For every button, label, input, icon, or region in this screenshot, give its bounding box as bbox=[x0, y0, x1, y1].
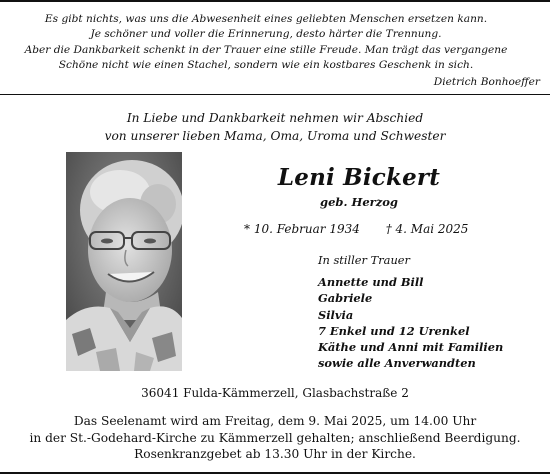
mourner-name: Annette und Bill bbox=[318, 275, 424, 289]
mourners-list bbox=[318, 274, 503, 372]
birth-date: * 10. Februar 1934 bbox=[244, 222, 360, 236]
life-dates bbox=[244, 222, 468, 236]
intro-line-2: von unserer lieben Mama, Oma, Uroma und Schwester bbox=[104, 128, 446, 143]
service-line-1: Das Seelenamt wird am Freitag, dem 9. Mai 2025, um 14.00 Uhr bbox=[73, 414, 477, 428]
memorial-quote bbox=[6, 12, 526, 74]
funeral-service-info bbox=[0, 413, 550, 463]
quote-line: Je schöner und voller die Erinnerung, desto härter die Trennung. bbox=[90, 28, 442, 41]
mourner-name: Silvia bbox=[318, 307, 354, 322]
deceased-name: Leni Bickert bbox=[277, 164, 441, 191]
mourner-name: sowie alle Anverwandten bbox=[318, 356, 476, 371]
mourner-name: Käthe und Anni mit Familien bbox=[318, 340, 504, 355]
mourner-name: Gabriele bbox=[318, 291, 373, 306]
top-border bbox=[0, 0, 550, 2]
mourner-name: 7 Enkel und 12 Urenkel bbox=[318, 323, 470, 338]
quote-line: Schöne nicht wie einen Stachel, sondern wie ein kostbares Geschenk in sich. bbox=[58, 59, 474, 72]
intro-line-1: In Liebe und Dankbarkeit nehmen wir Abschied bbox=[126, 111, 424, 125]
service-line-2: in der St.-Godehard-Kirche zu Kämmerzell gehalten; anschließend Beerdigung. bbox=[29, 430, 521, 445]
mourners-heading: In stiller Trauer bbox=[318, 253, 410, 267]
portrait-photo bbox=[66, 152, 182, 371]
family-address: 36041 Fulda-Kämmerzell, Glasbachstraße 2 bbox=[141, 386, 409, 400]
service-line-3: Rosenkranzgebet ab 13.30 Uhr in der Kirche. bbox=[134, 447, 416, 461]
section-divider bbox=[0, 94, 550, 95]
quote-author: Dietrich Bonhoeffer bbox=[433, 76, 540, 88]
quote-line: Aber die Dankbarkeit schenkt in der Trauer eine stille Freude. Man trägt das vergangene bbox=[24, 43, 508, 56]
farewell-intro bbox=[0, 110, 550, 145]
maiden-name: geb. Herzog bbox=[320, 195, 398, 209]
quote-line: Es gibt nichts, was uns die Abwesenheit eines geliebten Menschen ersetzen kann. bbox=[44, 13, 488, 25]
death-date: † 4. Mai 2025 bbox=[385, 222, 469, 236]
